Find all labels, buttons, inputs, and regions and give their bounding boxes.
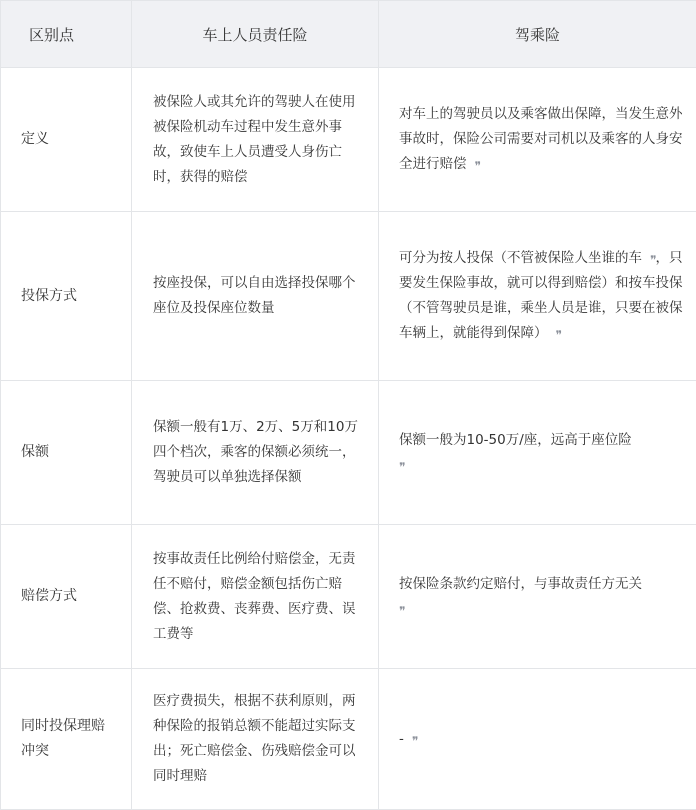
row-label: 同时投保理赔冲突 <box>1 669 132 810</box>
table-row <box>1 212 696 381</box>
row-label: 赔偿方式 <box>1 525 132 669</box>
header-row <box>1 1 696 68</box>
citation-quote-icon[interactable]: ❞ <box>650 248 655 273</box>
citation-quote-icon[interactable]: ❞ <box>399 599 404 624</box>
table-row <box>1 669 696 810</box>
table-row <box>1 381 696 525</box>
citation-quote-icon[interactable]: ❞ <box>475 154 480 179</box>
cell-driver-passenger <box>379 68 696 212</box>
cell-passenger-liability: 保额一般有1万、2万、5万和10万四个档次，乘客的保额必须统一，驾驶员可以单独选择保额 <box>132 381 379 525</box>
header-passenger-liability-insurance: 车上人员责任险 <box>132 1 379 68</box>
cell-text: - <box>399 731 404 747</box>
header-difference-point: 区别点 <box>1 1 132 68</box>
cell-passenger-liability: 医疗费损失，根据不获利原则，两种保险的报销总额不能超过实际支出；死亡赔偿金、伤残赔偿金可以同时理赔 <box>132 669 379 810</box>
cell-driver-passenger <box>379 381 696 525</box>
row-label: 保额 <box>1 381 132 525</box>
row-label: 定义 <box>1 68 132 212</box>
table-row <box>1 525 696 669</box>
citation-quote-icon[interactable]: ❞ <box>412 729 417 754</box>
cell-passenger-liability: 被保险人或其允许的驾驶人在使用被保险机动车过程中发生意外事故，致使车上人员遭受人身伤亡时，获得的赔偿 <box>132 68 379 212</box>
cell-passenger-liability: 按座投保，可以自由选择投保哪个座位及投保座位数量 <box>132 212 379 381</box>
cell-text: ，只要发生保险事故，就可以得到赔偿）和按车投保（不管驾驶员是谁，乘坐人员是谁，只要在被保车辆上，就能得到保障） <box>399 250 683 341</box>
cell-driver-passenger <box>379 669 696 810</box>
cell-driver-passenger <box>379 525 696 669</box>
cell-passenger-liability: 按事故责任比例给付赔偿金，无责任不赔付，赔偿金额包括伤亡赔偿、抢救费、丧葬费、医疗费、误工费等 <box>132 525 379 669</box>
cell-text: 按保险条款约定赔付，与事故责任方无关 <box>399 576 642 592</box>
citation-quote-icon[interactable]: ❞ <box>399 455 404 480</box>
header-driver-passenger-insurance: 驾乘险 <box>379 1 696 68</box>
cell-driver-passenger <box>379 212 696 381</box>
row-label: 投保方式 <box>1 212 132 381</box>
cell-text: 对车上的驾驶员以及乘客做出保障，当发生意外事故时，保险公司需要对司机以及乘客的人身安全进行赔偿 <box>399 106 683 172</box>
cell-text: 可分为按人投保（不管被保险人坐谁的车 <box>399 250 642 266</box>
cell-text: 保额一般为10-50万/座，远高于座位险 <box>399 432 632 448</box>
citation-quote-icon[interactable]: ❞ <box>556 323 561 348</box>
table-row <box>1 68 696 212</box>
